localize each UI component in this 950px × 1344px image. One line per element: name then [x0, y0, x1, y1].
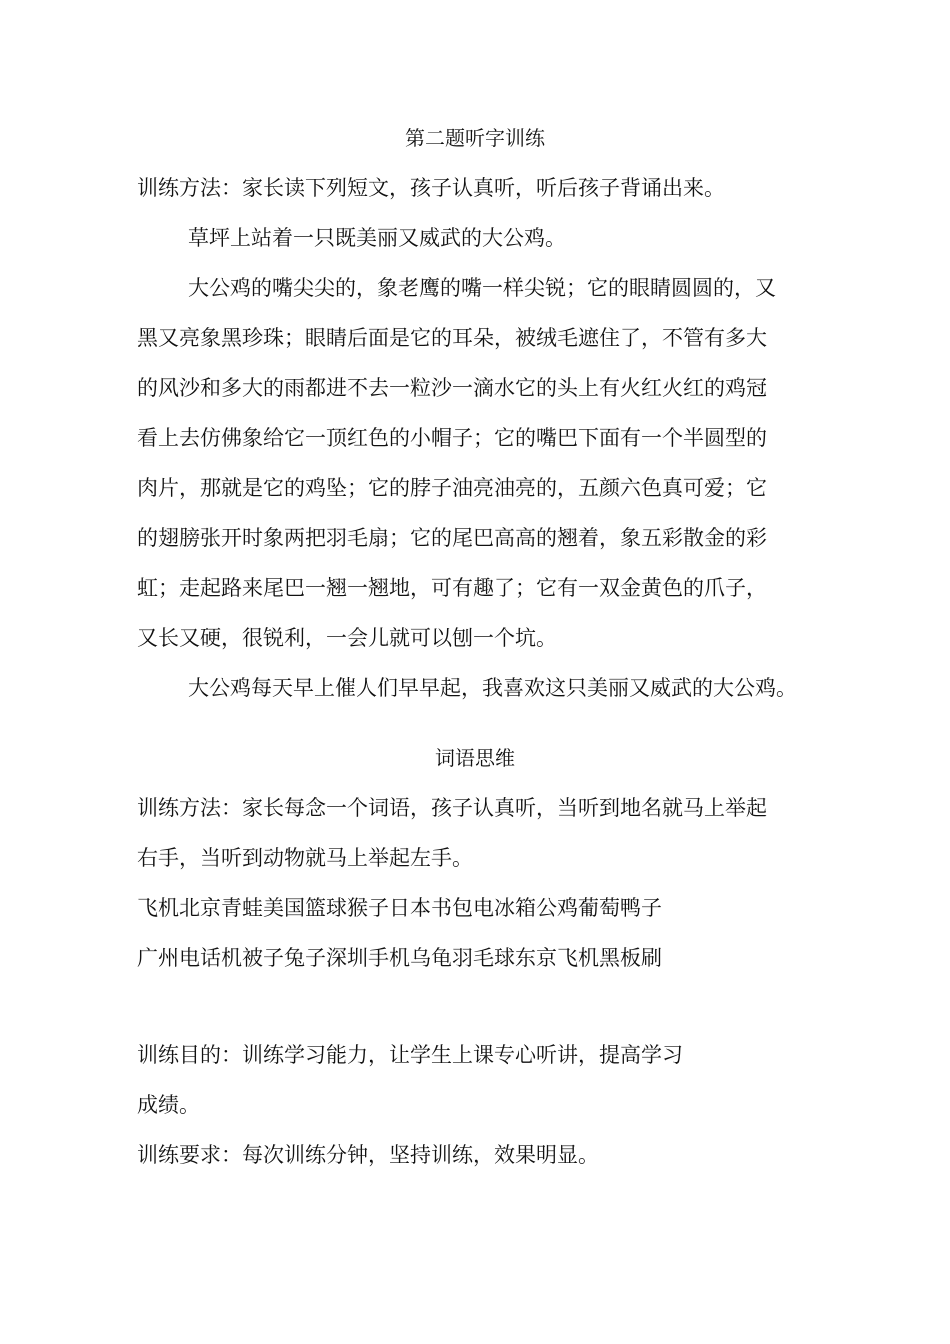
section-title-word-thinking: [0, 742, 950, 774]
section-title-text: 词语思维: [435, 746, 515, 770]
method-instruction: 训练方法：家长读下列短文，孩子认真听，听后孩子背诵出来。: [137, 176, 725, 200]
passage-line: 黑又亮象黑珍珠；眼睛后面是它的耳朵，被绒毛遮住了，不管有多大: [137, 326, 767, 350]
training-goal: 训练目的：训练学习能力，让学生上课专心听讲，提高学习: [137, 1043, 683, 1067]
passage-line: 的风沙和多大的雨都进不去一粒沙一滴水它的头上有火红火红的鸡冠: [137, 376, 767, 400]
passage-line: 肉片，那就是它的鸡坠；它的脖子油亮油亮的，五颜六色真可爱；它: [137, 476, 767, 500]
word-list-line: 广州电话机被子兔子深圳手机乌龟羽毛球东京飞机黑板刷: [137, 946, 662, 970]
method-instruction: 训练方法：家长每念一个词语，孩子认真听，当听到地名就马上举起: [137, 796, 767, 820]
passage-line: 又长又硬，很锐利，一会儿就可以刨一个坑。: [137, 626, 557, 650]
training-requirement: 训练要求：每次训练分钟，坚持训练，效果明显。: [137, 1143, 599, 1167]
training-goal: 成绩。: [137, 1093, 200, 1117]
word-list-line: 飞机北京青蛙美国篮球猴子日本书包电冰箱公鸡葡萄鸭子: [137, 896, 662, 920]
section-title-text: 第二题听字训练: [405, 126, 545, 150]
passage-line: 草坪上站着一只既美丽又威武的大公鸡。: [188, 226, 566, 250]
passage-line: 大公鸡的嘴尖尖的，象老鹰的嘴一样尖锐；它的眼睛圆圆的，又: [188, 276, 776, 300]
method-instruction: 右手，当听到动物就马上举起左手。: [137, 846, 473, 870]
passage-line: 大公鸡每天早上催人们早早起，我喜欢这只美丽又威武的大公鸡。: [188, 676, 797, 700]
passage-line: 的翅膀张开时象两把羽毛扇；它的尾巴高高的翘着，象五彩散金的彩: [137, 526, 767, 550]
passage-line: 看上去仿佛象给它一顶红色的小帽子；它的嘴巴下面有一个半圆型的: [137, 426, 767, 450]
passage-line: 虹；走起路来尾巴一翘一翘地，可有趣了；它有一双金黄色的爪子，: [137, 576, 767, 600]
section-title-listening: [0, 122, 950, 154]
